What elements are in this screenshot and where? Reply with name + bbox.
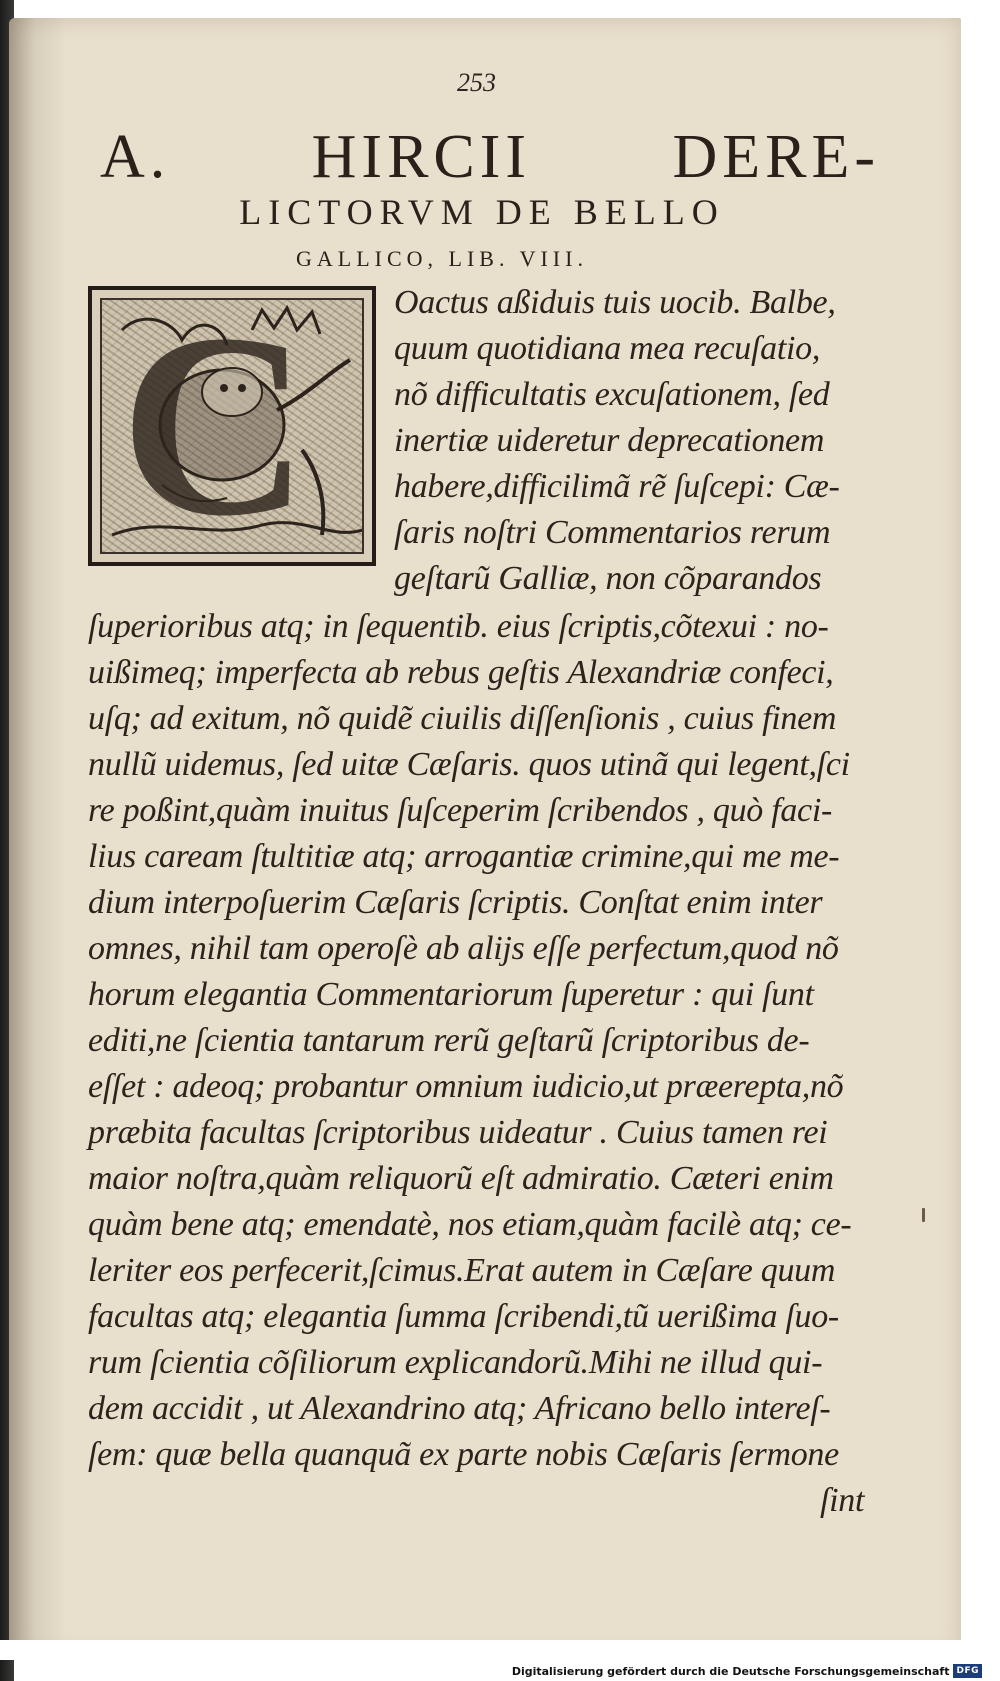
text-line: habere,difficilimã rẽ ſuſcepi: Cæ- <box>394 468 840 505</box>
text-line: nullũ uidemus, ſed uitæ Cæſaris. quos utinã qui legent,ſci <box>88 746 850 783</box>
text-line: editi,ne ſcientia tantarum rerũ geſtarũ ſcriptoribus de- <box>88 1022 810 1059</box>
text-line: leriter eos perfecerit,ſcimus.Erat autem in Cæſare quum <box>88 1252 836 1289</box>
text-line: quum quotidiana mea recuſatio, <box>394 330 821 367</box>
text-line: horum elegantia Commentariorum ſuperetur : qui ſunt <box>88 976 814 1013</box>
text-line: ſem: quæ bella quanquã ex parte nobis Cæſaris ſermone <box>88 1436 839 1473</box>
title-word-3: DERE- <box>672 123 880 191</box>
text-line: inertiæ uideretur deprecationem <box>394 422 825 459</box>
footer-text: Digitalisierung gefördert durch die Deutsche Forschungsgemeinschaft <box>511 1664 950 1678</box>
text-line: facultas atq; elegantia ſumma ſcribendi,tũ uerißima ſuo- <box>88 1298 839 1335</box>
text-line: ſuperioribus atq; in ſequentib. eius ſcriptis,cõtexui : no- <box>88 608 829 645</box>
footer-credit <box>512 1664 982 1678</box>
text-line: omnes, nihil tam operoſè ab alijs eſſe perfectum,quod nõ <box>88 930 839 967</box>
book-heading: GALLICO, LIB. VIII. <box>296 246 588 271</box>
catchword: ſint <box>820 1482 865 1519</box>
text-line: quàm bene atq; emendatè, nos etiam,quàm facilè atq; ce- <box>88 1206 852 1243</box>
page-number: 253 <box>457 68 496 97</box>
title-word-2: HIRCII <box>311 123 532 191</box>
text-line: Oactus aßiduis tuis uocib. Balbe, <box>394 284 836 321</box>
text-line: dium interpoſuerim Cæſaris ſcriptis. Conſtat enim inter <box>88 884 823 921</box>
subtitle: LICTORVM DE BELLO <box>239 192 725 232</box>
text-line: lius caream ſtultitiæ atq; arrogantiæ crimine,qui me me- <box>88 838 840 875</box>
text-line: nõ difficultatis excuſationem, ſed <box>394 376 830 413</box>
dfg-logo: DFG <box>953 1664 982 1678</box>
page-edge-mark <box>922 1208 925 1222</box>
text-line: ſaris noſtri Commentarios rerum <box>394 514 831 551</box>
text-line: maior noſtra,quàm reliquorũ eſt admiratio. Cæteri enim <box>88 1160 834 1197</box>
text-line: eſſet : adeoq; probantur omnium iudicio,ut præerepta,nõ <box>88 1068 844 1105</box>
text-line: uſq; ad exitum, nõ quidẽ ciuilis diſſenſionis , cuius finem <box>88 700 837 737</box>
text-line: geſtarũ Galliæ, non cõparandos <box>394 560 822 597</box>
text-line: uißimeq; imperfecta ab rebus geſtis Alexandriæ confeci, <box>88 654 834 691</box>
text-line: rum ſcientia cõſiliorum explicandorũ.Mihi ne illud qui- <box>88 1344 823 1381</box>
text-line: dem accidit , ut Alexandrino atq; Africano bello intereſ- <box>88 1390 831 1427</box>
title-word-1: A. <box>100 123 171 191</box>
text-line: præbita facultas ſcriptoribus uideatur . Cuius tamen rei <box>88 1114 828 1151</box>
text-line: re poßint,quàm inuitus ſuſceperim ſcribendos , quò faci- <box>88 792 833 829</box>
initial-letter: C <box>120 298 310 554</box>
